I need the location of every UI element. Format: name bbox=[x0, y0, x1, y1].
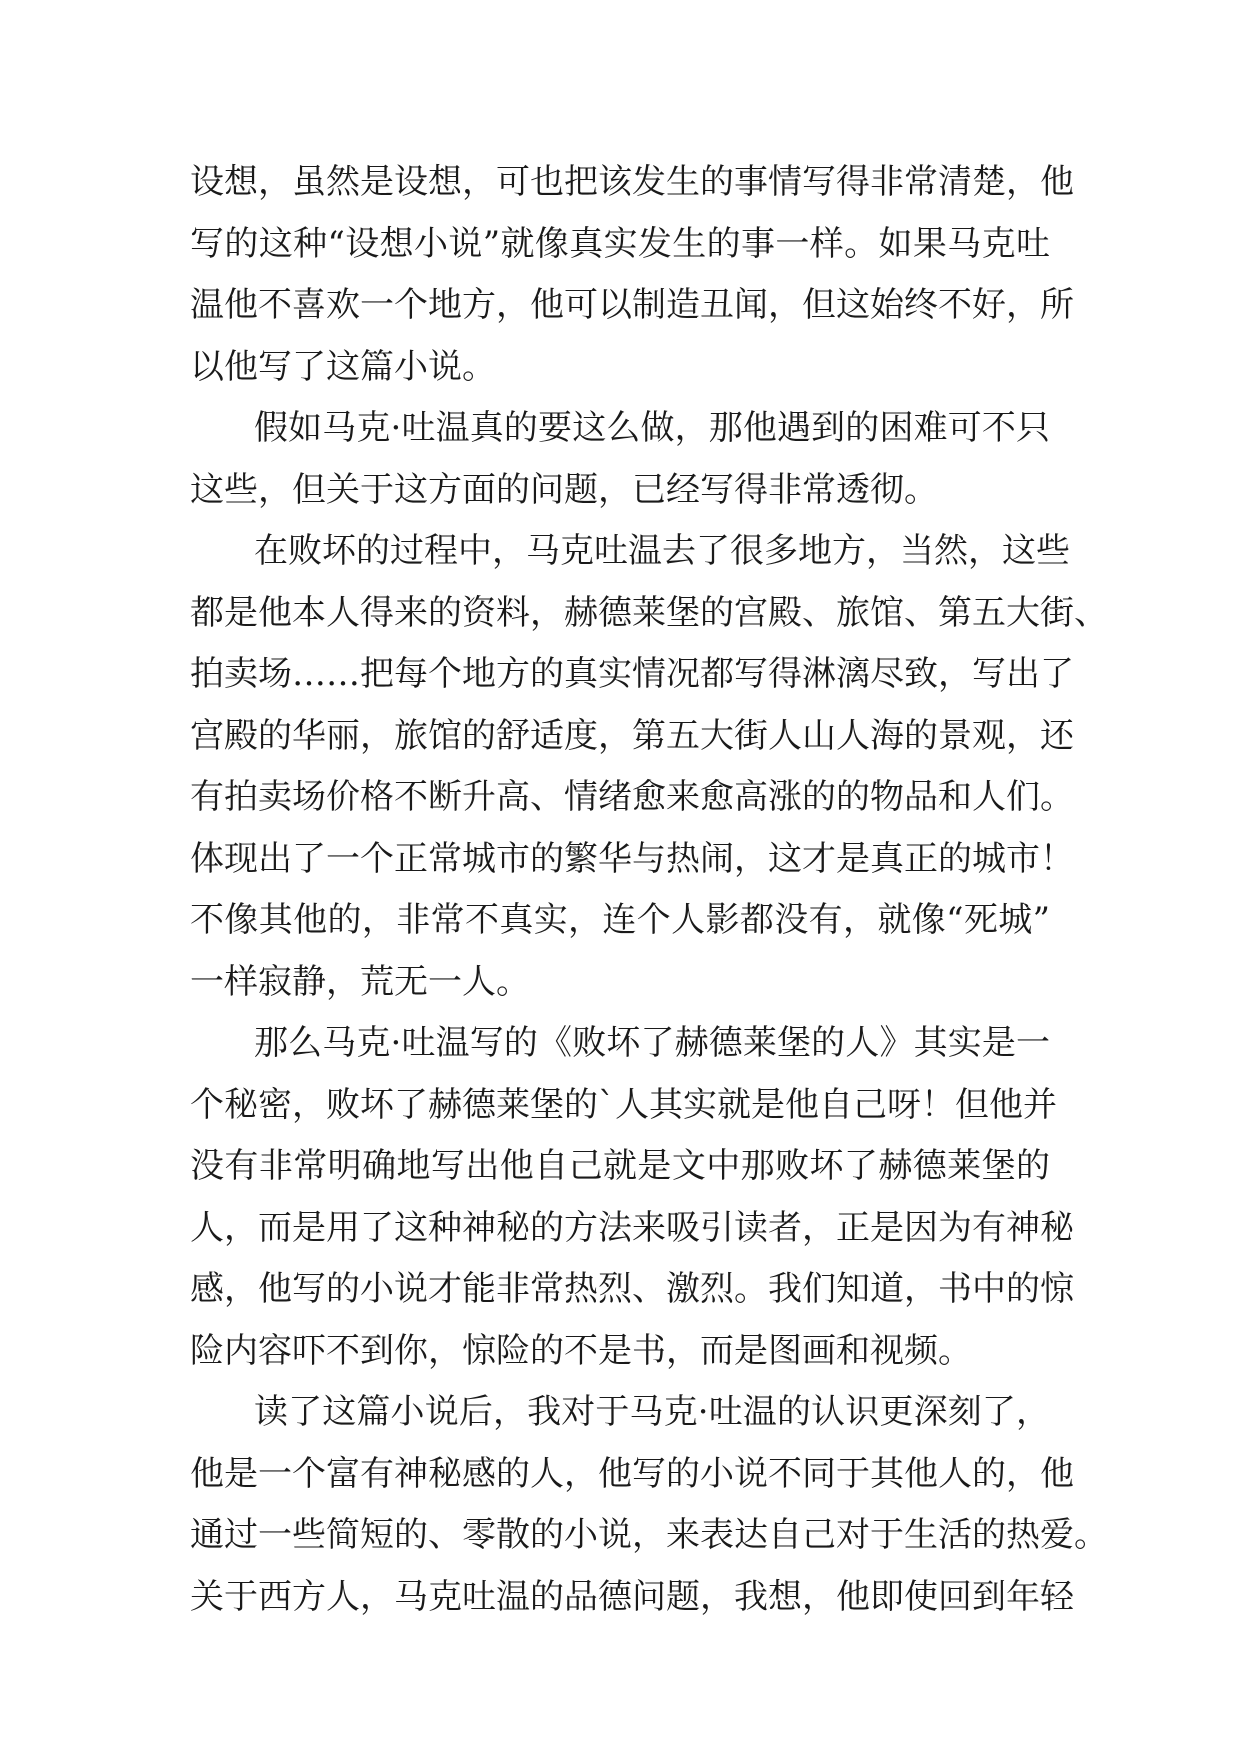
text-line: 体现出了一个正常城市的繁华与热闹，这才是真正的城市！ bbox=[190, 838, 1074, 879]
paragraph-start-line: 在败坏的过程中，马克吐温去了很多地方，当然，这些 bbox=[254, 531, 1070, 571]
text-line: 写的这种“设想小说”就像真实发生的事一样。如果马克吐 bbox=[190, 223, 1050, 264]
paragraph-start-line: 读了这篇小说后，我对于马克·吐温的认识更深刻了， bbox=[254, 1392, 1050, 1432]
paragraph-end-line: 这些，但关于这方面的问题，已经写得非常透彻。 bbox=[190, 469, 938, 510]
paragraph-start-line: 假如马克·吐温真的要这么做，那他遇到的困难可不只 bbox=[254, 408, 1050, 448]
text-line: 关于西方人，马克吐温的品德问题，我想，他即使回到年轻 bbox=[190, 1576, 1074, 1617]
text-line: 不像其他的，非常不真实，连个人影都没有，就像“死城” bbox=[190, 900, 1050, 940]
text-line: 都是他本人得来的资料，赫德莱堡的宫殿、旅馆、第五大街、 bbox=[190, 592, 1108, 633]
text-line: 设想，虽然是设想，可也把该发生的事情写得非常清楚，他 bbox=[190, 162, 1074, 202]
text-line: 感，他写的小说才能非常热烈、激烈。我们知道，书中的惊 bbox=[190, 1269, 1074, 1309]
text-line: 有拍卖场价格不断升高、情绪愈来愈高涨的的物品和人们。 bbox=[190, 777, 1074, 817]
paragraph-end-line: 以他写了这篇小说。 bbox=[190, 346, 496, 387]
text-line: 温他不喜欢一个地方，他可以制造丑闻，但这始终不好，所 bbox=[190, 285, 1074, 325]
paragraph-end-line: 险内容吓不到你，惊险的不是书，而是图画和视频。 bbox=[190, 1330, 972, 1371]
text-line: 宫殿的华丽，旅馆的舒适度，第五大街人山人海的景观，还 bbox=[190, 715, 1074, 756]
paragraph-end-line: 一样寂静，荒无一人。 bbox=[190, 961, 530, 1002]
text-line: 他是一个富有神秘感的人，他写的小说不同于其他人的，他 bbox=[190, 1453, 1074, 1494]
text-line: 通过一些简短的、零散的小说，来表达自己对于生活的热爱。 bbox=[190, 1515, 1108, 1555]
body-text bbox=[190, 152, 1108, 1628]
text-line: 拍卖场……把每个地方的真实情况都写得淋漓尽致，写出了 bbox=[190, 654, 1074, 694]
text-line: 没有非常明确地写出他自己就是文中那败坏了赫德莱堡的 bbox=[190, 1146, 1050, 1186]
text-line: 个秘密，败坏了赫德莱堡的`人其实就是他自己呀！但他并 bbox=[190, 1084, 1057, 1125]
text-line: 人，而是用了这种神秘的方法来吸引读者，正是因为有神秘 bbox=[190, 1207, 1074, 1248]
paragraph-start-line: 那么马克·吐温写的《败坏了赫德莱堡的人》其实是一 bbox=[254, 1023, 1050, 1063]
